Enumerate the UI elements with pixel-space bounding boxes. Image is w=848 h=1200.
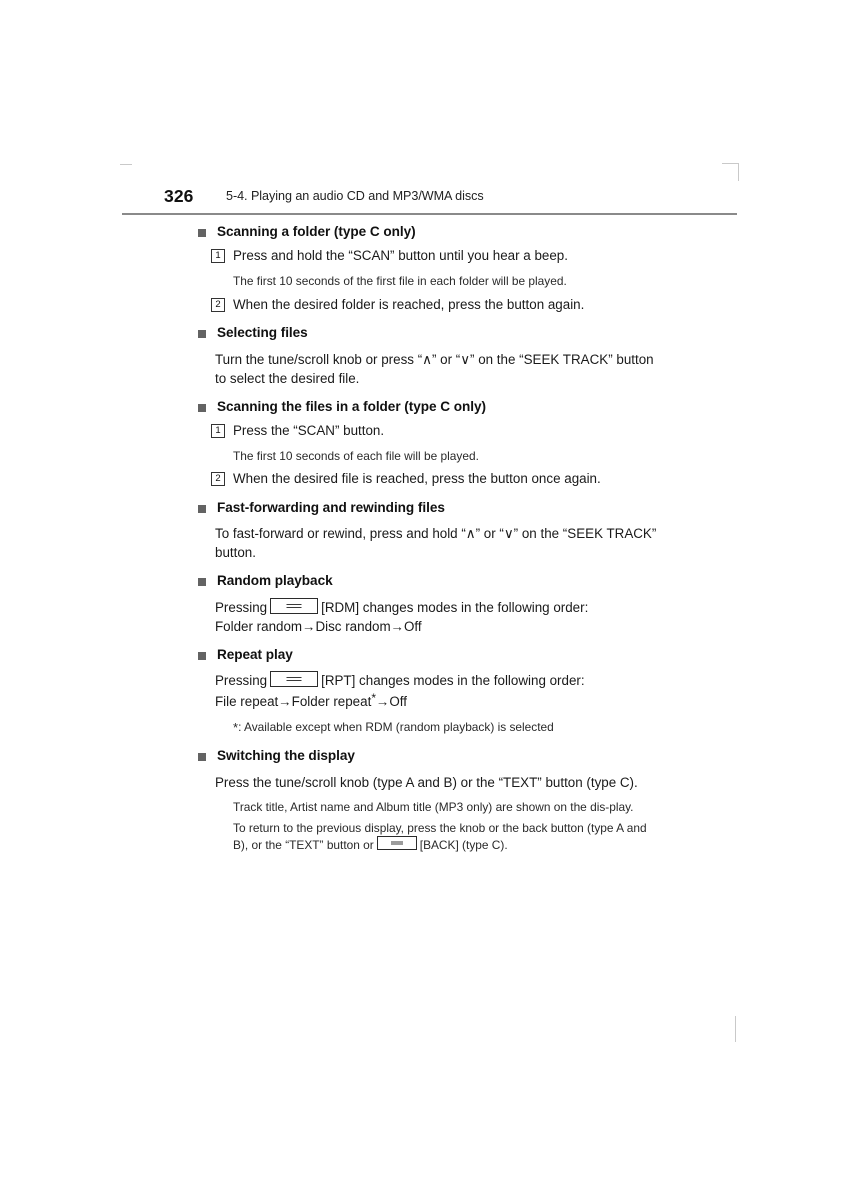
page-number: 326 bbox=[164, 186, 194, 206]
crop-mark-top-left bbox=[120, 164, 132, 165]
section-heading-random-playback bbox=[197, 572, 662, 590]
step-text: When the desired file is reached, press the button once again. bbox=[233, 471, 601, 487]
page-header bbox=[122, 186, 737, 210]
square-bullet-icon bbox=[198, 578, 206, 586]
section-paragraph bbox=[197, 598, 662, 636]
footnote-marker: * bbox=[233, 720, 239, 736]
section-paragraph: To fast-forward or rewind, press and hold “∧” or “∨” on the “SEEK TRACK” button. bbox=[215, 526, 657, 561]
note-text-after-icon: [BACK] (type C). bbox=[419, 838, 508, 853]
step-note: The first 10 seconds of each file will be played. bbox=[233, 448, 479, 463]
section-heading-selecting-files bbox=[197, 324, 662, 342]
section-heading-fast-forwarding-rewinding bbox=[197, 499, 662, 517]
paragraph-text-before-icon: Pressing bbox=[215, 673, 268, 689]
section-paragraph: Press the tune/scroll knob (type A and B) or the “TEXT” button (type C). bbox=[215, 774, 638, 790]
footnote-marker: * bbox=[371, 691, 376, 706]
paragraph-text-before-icon: Pressing bbox=[215, 599, 268, 615]
square-bullet-icon bbox=[198, 652, 206, 660]
square-bullet-icon bbox=[198, 229, 206, 237]
section-heading-label: Repeat play bbox=[217, 646, 293, 662]
crop-mark-bottom-right bbox=[735, 1016, 736, 1042]
page-header-title: 5-4. Playing an audio CD and MP3/WMA discs bbox=[226, 189, 484, 203]
step-text: Press and hold the “SCAN” button until you hear a beep. bbox=[233, 248, 568, 264]
step-note: The first 10 seconds of the first file in each folder will be played. bbox=[233, 274, 567, 289]
audio-mode-button-icon bbox=[270, 598, 318, 614]
note-text-before-icon: To return to the previous display, press the knob or the back button (type A and B), or the “TEXT” button or bbox=[233, 820, 647, 853]
mode-order-text: File repeat→Folder repeat bbox=[215, 694, 372, 710]
page-content bbox=[197, 223, 662, 854]
section-heading-scanning-a-folder bbox=[197, 223, 662, 241]
step-item bbox=[197, 470, 662, 489]
step-item bbox=[197, 296, 662, 315]
section-heading-label: Scanning the files in a folder (type C only) bbox=[217, 398, 486, 414]
step-item bbox=[197, 422, 662, 441]
footnote-text: : Available except when RDM (random playback) is selected bbox=[238, 720, 554, 735]
step-number-badge: 1 bbox=[211, 249, 225, 263]
back-button-icon bbox=[377, 836, 417, 850]
step-item bbox=[197, 247, 662, 266]
mode-order-text-end: →Off bbox=[375, 694, 407, 710]
step-number-badge: 2 bbox=[211, 298, 225, 312]
section-paragraph bbox=[197, 671, 662, 711]
paragraph-text-after-icon: [RPT] changes modes in the following order: bbox=[321, 673, 585, 689]
section-footnote bbox=[197, 719, 662, 737]
section-heading-label: Scanning a folder (type C only) bbox=[217, 224, 416, 239]
step-text: Press the “SCAN” button. bbox=[233, 423, 385, 439]
section-heading-label: Switching the display bbox=[217, 748, 355, 764]
square-bullet-icon bbox=[198, 753, 206, 761]
step-text: When the desired folder is reached, press the button again. bbox=[233, 296, 585, 312]
section-heading-switching-the-display bbox=[197, 747, 662, 765]
paragraph-text-after-icon: [RDM] changes modes in the following order: bbox=[321, 599, 589, 615]
step-number-badge: 1 bbox=[211, 424, 225, 438]
section-heading-scanning-files-in-folder bbox=[197, 398, 662, 416]
square-bullet-icon bbox=[198, 505, 206, 513]
step-number-badge: 2 bbox=[211, 472, 225, 486]
audio-mode-button-icon bbox=[270, 671, 318, 687]
header-divider bbox=[122, 213, 737, 215]
section-note: Track title, Artist name and Album title (MP3 only) are shown on the dis-play. bbox=[233, 799, 634, 814]
section-note bbox=[197, 820, 662, 854]
mode-order-text: Folder random→Disc random→Off bbox=[215, 618, 422, 634]
square-bullet-icon bbox=[198, 330, 206, 338]
crop-mark-top-right bbox=[722, 163, 739, 181]
section-heading-label: Selecting files bbox=[217, 325, 308, 341]
section-heading-label: Fast-forwarding and rewinding files bbox=[217, 500, 445, 515]
section-paragraph: Turn the tune/scroll knob or press “∧” or “∨” on the “SEEK TRACK” button to select the desired file. bbox=[215, 351, 654, 386]
section-heading-label: Random playback bbox=[217, 573, 333, 589]
square-bullet-icon bbox=[198, 404, 206, 412]
section-heading-repeat-play bbox=[197, 646, 662, 664]
